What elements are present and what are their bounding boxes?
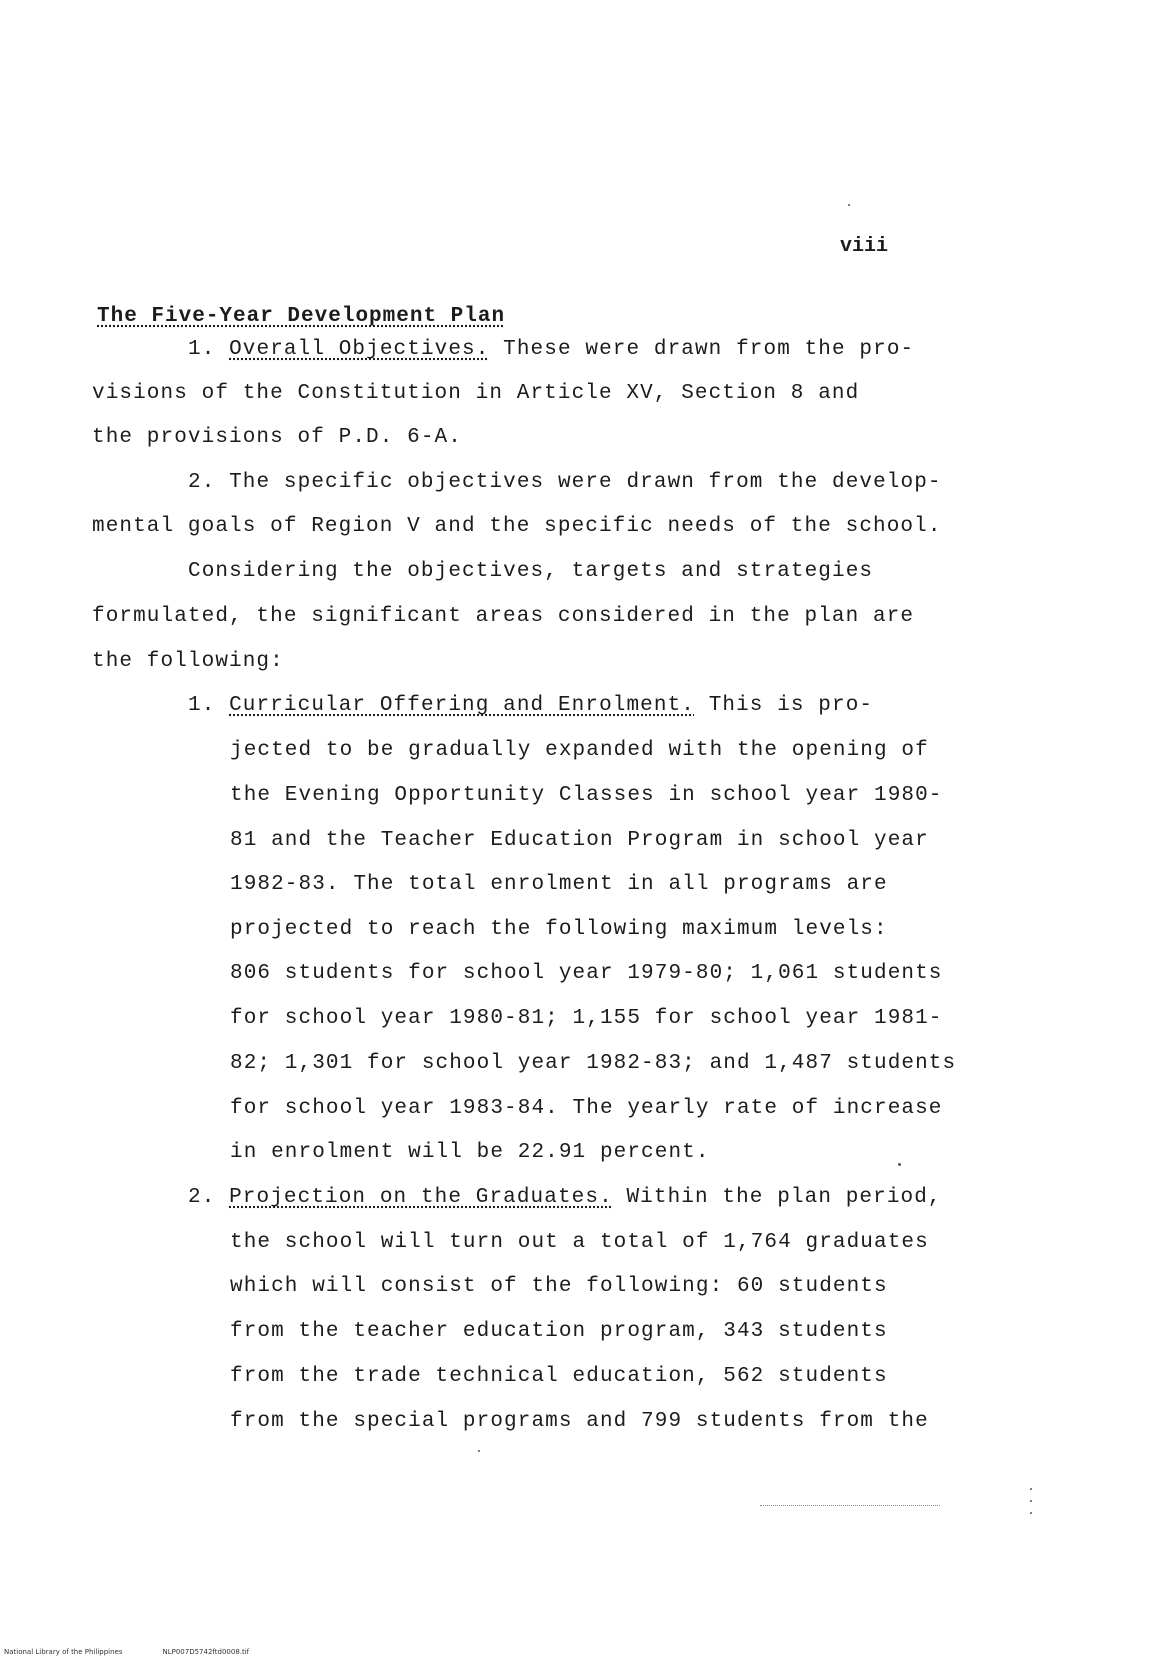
paragraph-1-line-2: visions of the Constitution in Article XV, Section 8 and [92, 382, 860, 405]
item-1-line-2: jected to be gradually expanded with the opening of [230, 739, 929, 762]
paragraph-3-line-3: the following: [92, 650, 284, 673]
item-2-line-1 [188, 1184, 942, 1212]
scan-speck [1030, 1500, 1032, 1502]
paragraph-1-number: 1. [188, 338, 216, 361]
scan-speck [848, 204, 850, 206]
item-1-line-6: projected to reach the following maximum levels: [230, 918, 888, 941]
item-1-line-4: 81 and the Teacher Education Program in school year [230, 829, 929, 852]
section-heading: The Five-Year Development Plan [97, 305, 506, 328]
paragraph-2-line-1: 2. The specific objectives were drawn from the develop- [188, 471, 942, 494]
paragraph-1-text: These were drawn from the pro- [503, 338, 915, 361]
footer [4, 1648, 289, 1656]
item-1-number: 1. [188, 694, 216, 717]
item-1-line-5: 1982-83. The total enrolment in all programs are [230, 873, 888, 896]
item-2-line-3: which will consist of the following: 60 students [230, 1275, 888, 1298]
item-2-line-5: from the trade technical education, 562 students [230, 1365, 888, 1388]
paragraph-3-line-2: formulated, the significant areas considered in the plan are [92, 605, 915, 628]
item-2-line-4: from the teacher education program, 343 students [230, 1320, 888, 1343]
paragraph-2-line-2: mental goals of Region V and the specific needs of the school. [92, 515, 942, 538]
paragraph-1-line-3: the provisions of P.D. 6-A. [92, 426, 462, 449]
item-2-line-6: from the special programs and 799 students from the [230, 1410, 929, 1433]
item-1-line-7: 806 students for school year 1979-80; 1,061 students [230, 962, 943, 985]
footer-library: National Library of the Philippines [4, 1648, 123, 1656]
scan-mark [760, 1505, 940, 1506]
item-1-line-11: in enrolment will be 22.91 percent. [230, 1141, 710, 1164]
scan-speck [478, 1450, 480, 1452]
item-1-line-9: 82; 1,301 for school year 1982-83; and 1,487 students [230, 1052, 957, 1075]
scan-speck [1030, 1512, 1032, 1514]
item-1-line-1 [188, 692, 873, 720]
item-2-number: 2. [188, 1186, 216, 1209]
item-1-text: This is pro- [708, 694, 874, 717]
footer-file: NLP007D5742ftd0008.tif [162, 1648, 250, 1656]
item-2-text: Within the plan period, [626, 1186, 942, 1209]
item-1-line-3: the Evening Opportunity Classes in school year 1980- [230, 784, 943, 807]
scan-speck [898, 1163, 901, 1166]
item-2-line-2: the school will turn out a total of 1,764 graduates [230, 1231, 929, 1254]
scan-speck [1030, 1488, 1032, 1490]
item-1-title: Curricular Offering and Enrolment. [229, 694, 695, 717]
page-number: viii [840, 235, 889, 258]
item-1-line-10: for school year 1983-84. The yearly rate of increase [230, 1097, 943, 1120]
paragraph-1-title: Overall Objectives. [229, 338, 490, 361]
paragraph-3-line-1: Considering the objectives, targets and strategies [188, 560, 874, 583]
paragraph-1-line-1 [188, 336, 914, 364]
item-1-line-8: for school year 1980-81; 1,155 for school year 1981- [230, 1007, 943, 1030]
item-2-title: Projection on the Graduates. [229, 1186, 613, 1209]
